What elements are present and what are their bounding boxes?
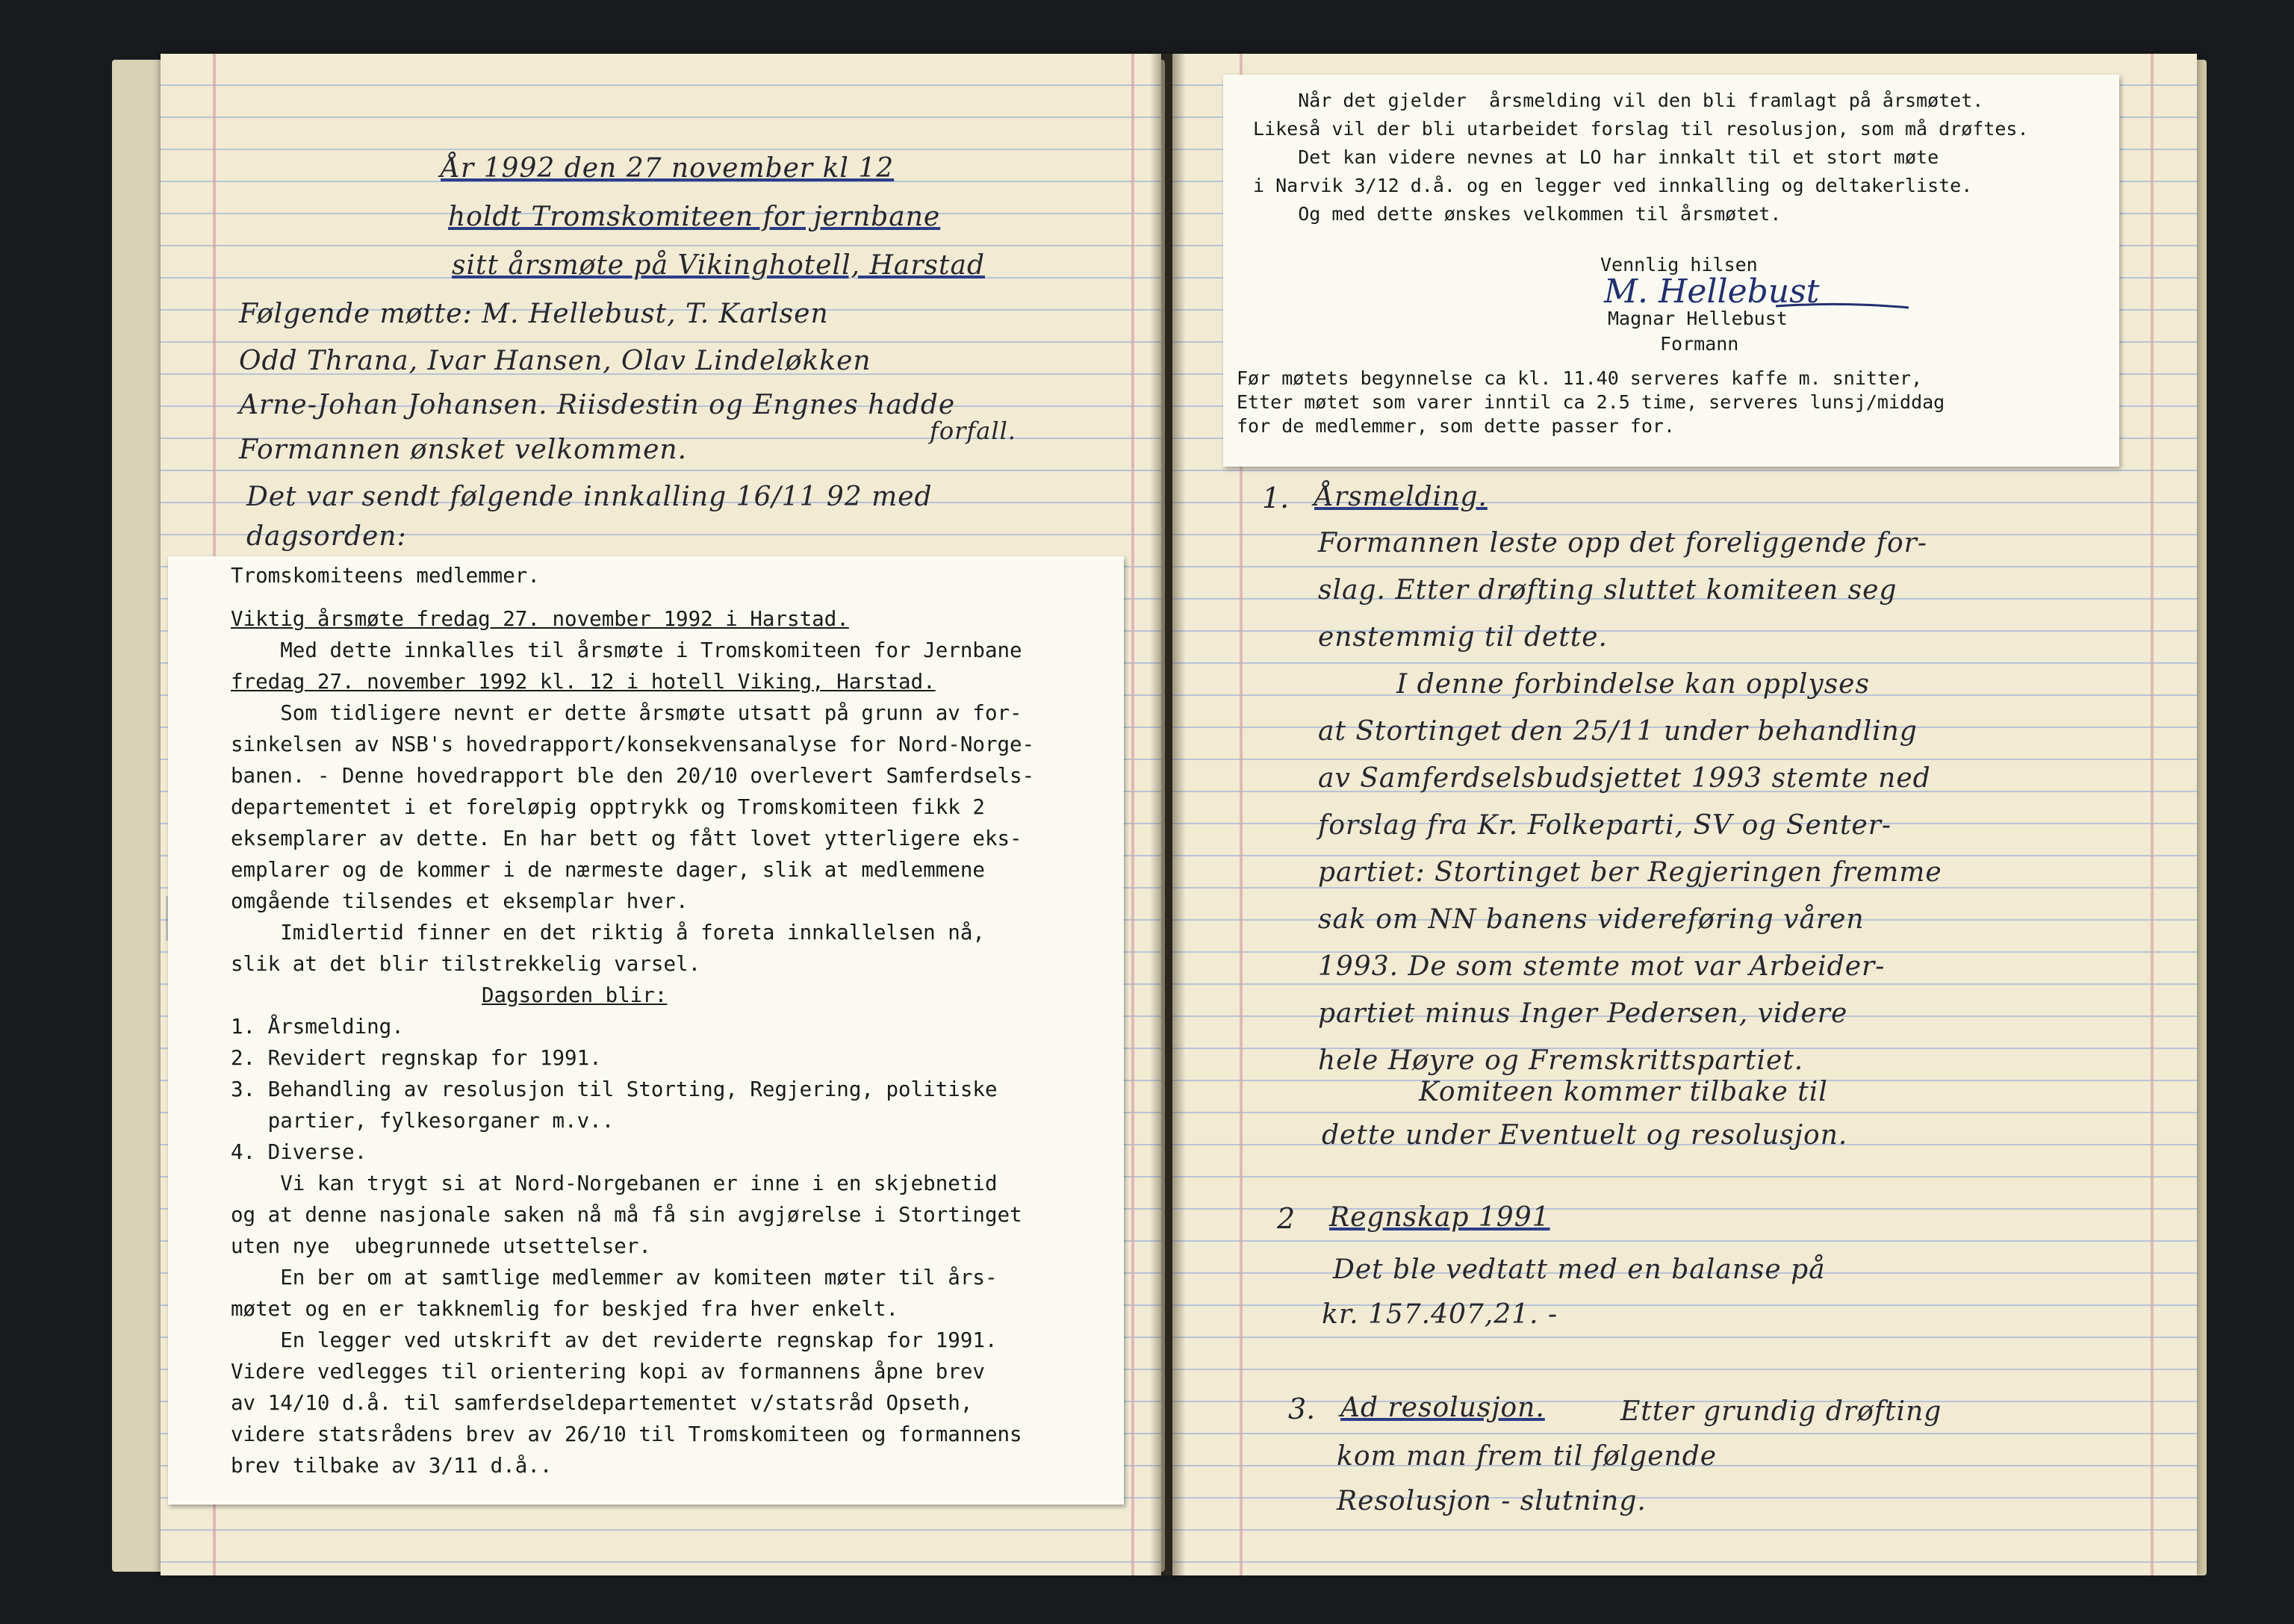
notice-line: Med dette innkalles til årsmøte i Tromskomiteen for Jernbane — [231, 638, 1022, 662]
item-title: Regnskap 1991 — [1329, 1202, 1550, 1233]
signature: M. Hellebust — [1604, 273, 1820, 311]
agenda-item: 2. Revidert regnskap for 1991. — [231, 1046, 602, 1070]
minutes-line: dette under Eventuelt og resolusjon. — [1322, 1120, 1848, 1151]
notice-line: i Narvik 3/12 d.å. og en legger ved innkalling og deltakerliste. — [1253, 175, 1973, 196]
signer-title: Formann — [1660, 333, 1739, 355]
agenda-item: 4. Diverse. — [231, 1140, 367, 1164]
minutes-line: partiet: Stortinget ber Regjeringen fremme — [1318, 857, 1942, 888]
minutes-line: kom man frem til følgende — [1337, 1441, 1718, 1472]
item-title: Ad resolusjon. — [1340, 1393, 1545, 1423]
handwritten-line: Det var sendt følgende innkalling 16/11 92 med — [246, 482, 933, 512]
item-number: 1. — [1262, 482, 1290, 514]
minutes-line: sak om NN banens videreføring våren — [1318, 904, 1865, 935]
minutes-line: enstemmig til dette. — [1318, 622, 1608, 653]
footer-line: for de medlemmer, som dette passer for. — [1237, 415, 1675, 437]
signature-underline — [1776, 299, 1910, 314]
notice-line: emplarer og de kommer i de nærmeste dager, slik at medlemmene — [231, 858, 985, 882]
minutes-line: Resolusjon - slutning. — [1337, 1486, 1647, 1516]
book-gutter — [1150, 54, 1186, 1575]
notice-line: Likeså vil der bli utarbeidet forslag til resolusjon, som må drøftes. — [1253, 118, 2029, 140]
notice-line: eksemplarer av dette. En har bett og fått lovet ytterligere eks- — [231, 827, 1022, 850]
notice-line: banen. - Denne hovedrapport ble den 20/10 overlevert Samferdsels- — [231, 764, 1035, 788]
notice-line: Det kan videre nevnes at LO har innkalt til et stort møte — [1253, 146, 1939, 168]
notice-line: av 14/10 d.å. til samferdseldepartementet v/statsråd Opseth, — [231, 1391, 973, 1415]
notice-line: uten nye ubegrunnede utsettelser. — [231, 1234, 651, 1258]
handwritten-line: År 1992 den 27 november kl 12 — [441, 153, 895, 184]
handwritten-line: dagsorden: — [246, 521, 407, 552]
footer-line: Før møtets begynnelse ca kl. 11.40 serveres kaffe m. snitter, — [1237, 367, 1923, 389]
agenda-item: 3. Behandling av resolusjon til Storting, Regjering, politiske — [231, 1077, 998, 1101]
notice-heading: Viktig årsmøte fredag 27. november 1992 i Harstad. — [231, 607, 849, 631]
minutes-line: I denne forbindelse kan opplyses — [1396, 669, 1870, 700]
notice-line: Og med dette ønskes velkommen til årsmøtet. — [1253, 203, 1782, 225]
notice-line: Videre vedlegges til orientering kopi av formannens åpne brev — [231, 1360, 985, 1384]
handwritten-line: forfall. — [930, 417, 1016, 445]
minutes-line: at Stortinget den 25/11 under behandling — [1318, 716, 1918, 747]
right-margin-line — [1131, 54, 1134, 1575]
handwritten-line: Odd Thrana, Ivar Hansen, Olav Lindeløkken — [239, 346, 871, 376]
notice-line: En legger ved utskrift av det reviderte regnskap for 1991. — [231, 1328, 998, 1352]
minutes-line: Etter grundig drøfting — [1620, 1396, 1942, 1427]
notice-line: videre statsrådens brev av 26/10 til Tromskomiteen og formannens — [231, 1422, 1022, 1446]
agenda-item: partier, fylkesorganer m.v.. — [231, 1109, 615, 1133]
notice-line: En ber om at samtlige medlemmer av komiteen møter til års- — [231, 1266, 998, 1289]
notice-line: slik at det blir tilstrekkelig varsel. — [231, 952, 701, 976]
signer-name: Magnar Hellebust — [1608, 308, 1788, 329]
notice-line: brev tilbake av 3/11 d.å.. — [231, 1454, 553, 1478]
footer-line: Etter møtet som varer inntil ca 2.5 time, serveres lunsj/middag — [1237, 391, 1945, 413]
notice-line: departementet i et foreløpig opptrykk og Tromskomiteen fikk 2 — [231, 795, 985, 819]
handwritten-line: Arne-Johan Johansen. Riisdestin og Engnes hadde — [239, 390, 956, 420]
notice-line: Som tidligere nevnt er dette årsmøte utsatt på grunn av for- — [231, 701, 1022, 725]
closing: Vennlig hilsen — [1600, 254, 1758, 276]
handwritten-line: Formannen ønsket velkommen. — [239, 435, 688, 465]
notice-line: fredag 27. november 1992 kl. 12 i hotell Viking, Harstad. — [231, 670, 936, 694]
notice-continuation-slip — [1223, 75, 2119, 467]
item-title: Årsmelding. — [1314, 482, 1488, 512]
minutes-line: Komiteen kommer tilbake til — [1419, 1077, 1828, 1107]
minutes-line: av Samferdselsbudsjettet 1993 stemte ned — [1318, 763, 1931, 794]
minutes-line: kr. 157.407,21. - — [1322, 1299, 1558, 1330]
notice-salutation: Tromskomiteens medlemmer. — [231, 564, 540, 588]
handwritten-line: sitt årsmøte på Vikinghotell, Harstad — [452, 250, 985, 281]
minutes-line: Formannen leste opp det foreliggende for- — [1318, 528, 1928, 559]
notice-line: møtet og en er takknemlig for beskjed fra hver enkelt. — [231, 1297, 899, 1321]
handwritten-line: Følgende møtte: M. Hellebust, T. Karlsen — [239, 299, 829, 329]
notice-line: og at denne nasjonale saken nå må få sin avgjørelse i Stortinget — [231, 1203, 1022, 1227]
agenda-item: 1. Årsmelding. — [231, 1015, 404, 1039]
minutes-line: Det ble vedtatt med en balanse på — [1333, 1254, 1826, 1285]
minutes-line: slag. Etter drøfting sluttet komiteen seg — [1318, 575, 1897, 606]
minutes-line: 1993. De som stemte mot var Arbeider- — [1318, 951, 1886, 982]
minutes-line: hele Høyre og Fremskrittspartiet. — [1318, 1045, 1804, 1076]
notice-line: sinkelsen av NSB's hovedrapport/konsekvensanalyse for Nord-Norge- — [231, 732, 1035, 756]
notice-line: Vi kan trygt si at Nord-Norgebanen er inne i en skjebnetid — [231, 1172, 998, 1195]
notice-line: omgående tilsendes et eksemplar hver. — [231, 889, 688, 913]
agenda-heading: Dagsorden blir: — [482, 983, 668, 1007]
item-number: 3. — [1288, 1393, 1316, 1425]
handwritten-line: holdt Tromskomiteen for jernbane — [448, 202, 941, 232]
notice-line: Imidlertid finner en det riktig å foreta innkallelsen nå, — [231, 921, 985, 945]
minutes-line: partiet minus Inger Pedersen, videre — [1318, 998, 1848, 1029]
item-number: 2 — [1277, 1202, 1296, 1235]
meeting-notice-slip — [168, 556, 1124, 1505]
notice-line: Når det gjelder årsmelding vil den bli framlagt på årsmøtet. — [1253, 90, 1984, 111]
minutes-line: forslag fra Kr. Folkeparti, SV og Senter- — [1318, 810, 1892, 841]
right-margin-line — [2151, 54, 2154, 1575]
